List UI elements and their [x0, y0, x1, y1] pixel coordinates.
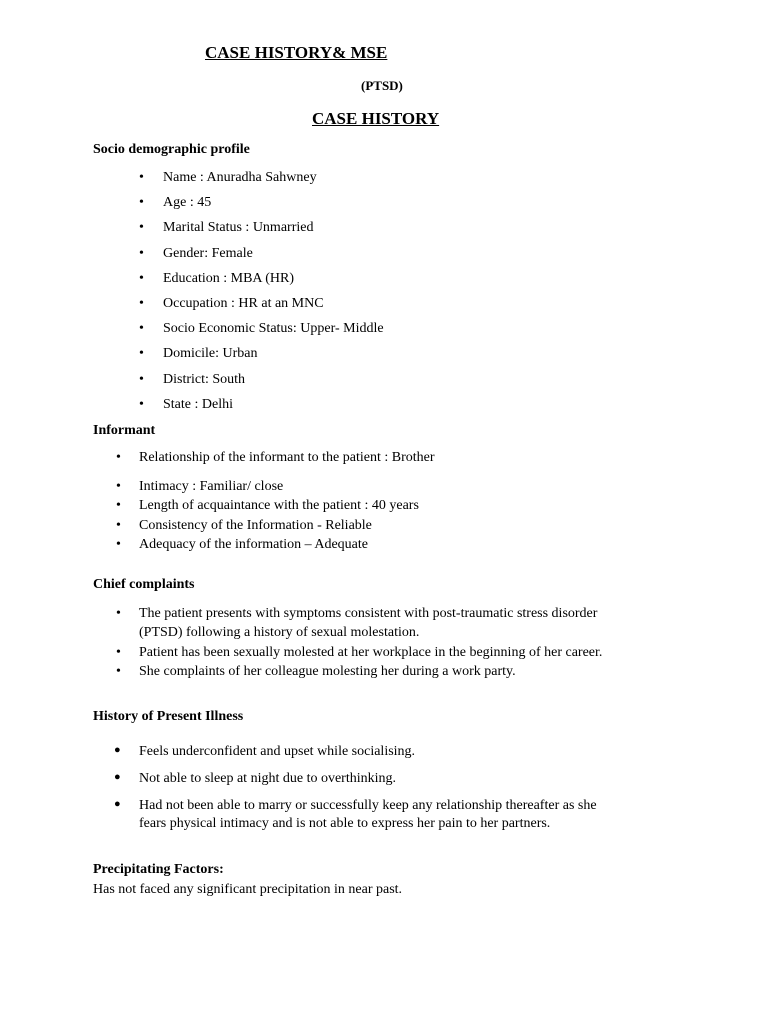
informant-item-acquaintance: Length of acquaintance with the patient : 40 years [139, 498, 419, 513]
informant-item-intimacy: Intimacy : Familiar/ close [139, 479, 284, 494]
bullet-icon: • [139, 321, 144, 337]
chief-item-line1: The patient presents with symptoms consistent with post-traumatic stress disorder [139, 606, 598, 621]
bullet-icon: • [116, 450, 121, 465]
section-title: CASE HISTORY [312, 109, 440, 128]
bullet-icon: • [139, 245, 144, 261]
list-item-text: Education : MBA (HR) [163, 270, 295, 286]
bullet-icon: ● [114, 771, 121, 783]
list-item-text: Marital Status : Unmarried [163, 220, 314, 236]
hpi-item-line2: fears physical intimacy and is not able to express her pain to her partners. [139, 816, 551, 831]
bullet-icon: • [116, 606, 121, 621]
document-subtitle: (PTSD) [361, 78, 403, 93]
informant-item-relationship: Relationship of the informant to the patient : Brother [139, 450, 435, 465]
list-item-text: Socio Economic Status: Upper- Middle [163, 321, 384, 337]
chief-item-line1: She complaints of her colleague molesting her during a work party. [139, 664, 516, 679]
hpi-heading: History of Present Illness [93, 709, 244, 724]
bullet-icon: • [116, 479, 121, 494]
bullet-icon: • [116, 645, 121, 660]
document-title: CASE HISTORY& MSE [205, 43, 388, 62]
bullet-icon: • [116, 537, 121, 552]
list-item-text: State : Delhi [163, 396, 233, 412]
bullet-icon: • [139, 170, 144, 185]
informant-heading: Informant [93, 423, 156, 438]
chief-item-line1: Patient has been sexually molested at her workplace in the beginning of her career. [139, 645, 603, 660]
hpi-item-line1: Not able to sleep at night due to overthinking. [139, 771, 397, 786]
list-item-text: District: South [163, 371, 246, 387]
bullet-icon: • [139, 371, 144, 387]
precipitating-heading: Precipitating Factors: [93, 862, 224, 877]
informant-item-adequacy: Adequacy of the information – Adequate [139, 537, 368, 552]
list-item-text: Name : Anuradha Sahwney [163, 170, 317, 185]
precipitating-text: Has not faced any significant precipitation in near past. [93, 882, 403, 897]
list-item-text: Occupation : HR at an MNC [163, 295, 324, 311]
bullet-icon: • [139, 220, 144, 236]
informant-item-consistency: Consistency of the Information - Reliable [139, 518, 372, 533]
bullet-icon: • [139, 195, 144, 211]
list-item-text: Age : 45 [163, 195, 212, 211]
bullet-icon: ● [114, 744, 121, 756]
bullet-icon: • [139, 346, 144, 362]
bullet-icon: • [139, 396, 144, 412]
bullet-icon: ● [114, 798, 121, 810]
chief-heading: Chief complaints [93, 577, 195, 592]
bullet-icon: • [116, 664, 121, 679]
hpi-item-line1: Feels underconfident and upset while socialising. [139, 744, 416, 759]
chief-item-line2: (PTSD) following a history of sexual molestation. [139, 625, 420, 640]
bullet-icon: • [139, 295, 144, 311]
bullet-icon: • [116, 518, 121, 533]
socio-heading: Socio demographic profile [93, 142, 250, 157]
hpi-item-line1: Had not been able to marry or successfully keep any relationship thereafter as she [139, 798, 597, 813]
bullet-icon: • [116, 498, 121, 513]
list-item-text: Domicile: Urban [163, 346, 258, 362]
list-item-text: Gender: Female [163, 245, 253, 261]
bullet-icon: • [139, 270, 144, 286]
